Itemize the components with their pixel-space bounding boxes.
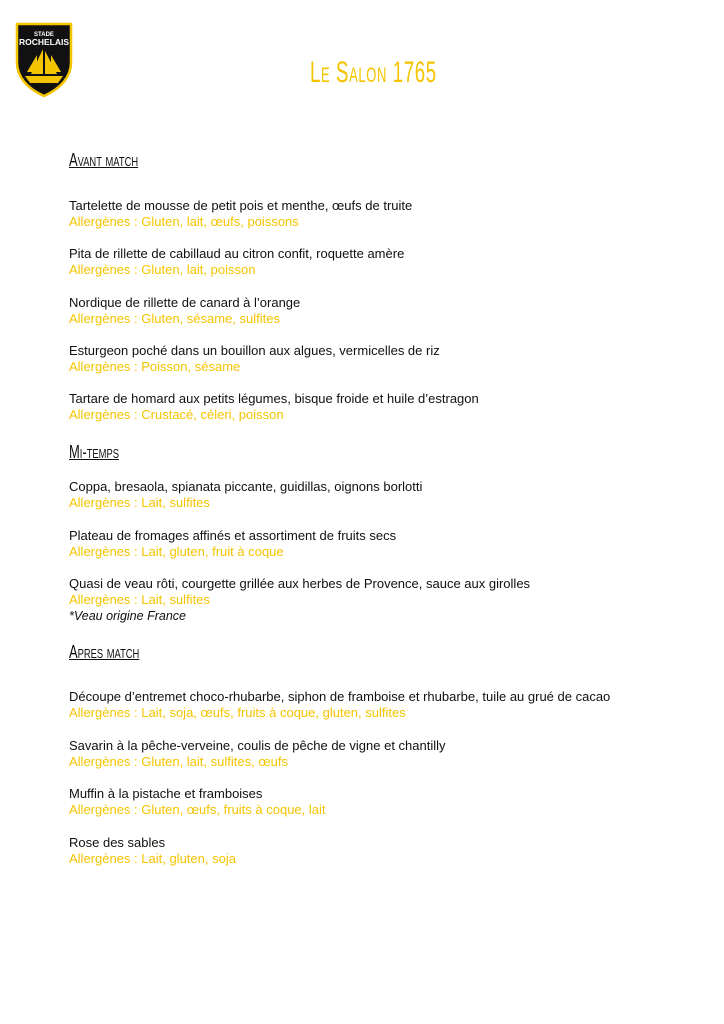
origin-note: *Veau origine France <box>69 609 186 623</box>
dish-name: Coppa, bresaola, spianata piccante, guidillas, oignons borlotti <box>69 479 423 494</box>
section-heading-avant-match: Avant match <box>69 150 139 170</box>
dish-name: Nordique de rillette de canard à l’orange <box>69 295 301 310</box>
menu-item <box>69 738 689 770</box>
allergens-text: Allergènes : Lait, sulfites <box>69 495 210 510</box>
dish-name: Plateau de fromages affinés et assortiment de fruits secs <box>69 528 397 543</box>
allergens-text: Allergènes : Gluten, sésame, sulfites <box>69 311 280 326</box>
menu-item <box>69 295 689 327</box>
menu-item <box>69 479 689 511</box>
dish-name: Quasi de veau rôti, courgette grillée aux herbes de Provence, sauce aux girolles <box>69 576 531 591</box>
menu-item <box>69 689 689 721</box>
menu-item <box>69 246 689 278</box>
section-heading-apres-match: Apres match <box>69 642 140 662</box>
menu-item <box>69 391 689 423</box>
dish-name: Découpe d’entremet choco-rhubarbe, siphon de framboise et rhubarbe, tuile au grué de cacao <box>69 689 611 704</box>
allergens-text: Allergènes : Gluten, lait, œufs, poissons <box>69 214 299 229</box>
menu-item <box>69 576 689 624</box>
logo-text-rochelais: ROCHELAIS <box>18 37 70 47</box>
menu-item <box>69 835 689 867</box>
allergens-text: Allergènes : Lait, gluten, fruit à coque <box>69 544 284 559</box>
menu-item <box>69 528 689 560</box>
menu-item <box>69 343 689 375</box>
allergens-text: Allergènes : Poisson, sésame <box>69 359 241 374</box>
stade-rochelais-logo <box>13 22 75 98</box>
menu-item <box>69 198 689 230</box>
dish-name: Muffin à la pistache et framboises <box>69 786 263 801</box>
allergens-text: Allergènes : Crustacé, céleri, poisson <box>69 407 284 422</box>
dish-name: Pita de rillette de cabillaud au citron confit, roquette amère <box>69 246 405 261</box>
dish-name: Esturgeon poché dans un bouillon aux algues, vermicelles de riz <box>69 343 440 358</box>
allergens-text: Allergènes : Gluten, lait, poisson <box>69 262 256 277</box>
menu-item <box>69 786 689 818</box>
logo-text-stade: STADE <box>34 32 54 38</box>
dish-name: Tartare de homard aux petits légumes, bisque froide et huile d’estragon <box>69 391 479 406</box>
dish-name: Tartelette de mousse de petit pois et menthe, œufs de truite <box>69 198 413 213</box>
dish-name: Rose des sables <box>69 835 166 850</box>
allergens-text: Allergènes : Gluten, lait, sulfites, œufs <box>69 754 288 769</box>
allergens-text: Allergènes : Lait, soja, œufs, fruits à coque, gluten, sulfites <box>69 705 406 720</box>
allergens-text: Allergènes : Gluten, œufs, fruits à coque, lait <box>69 802 326 817</box>
dish-name: Savarin à la pêche-verveine, coulis de pêche de vigne et chantilly <box>69 738 446 753</box>
allergens-text: Allergènes : Lait, sulfites <box>69 592 210 607</box>
section-heading-mi-temps: Mi-temps <box>69 442 119 462</box>
allergens-text: Allergènes : Lait, gluten, soja <box>69 851 236 866</box>
page-title: Le Salon 1765 <box>310 56 437 89</box>
